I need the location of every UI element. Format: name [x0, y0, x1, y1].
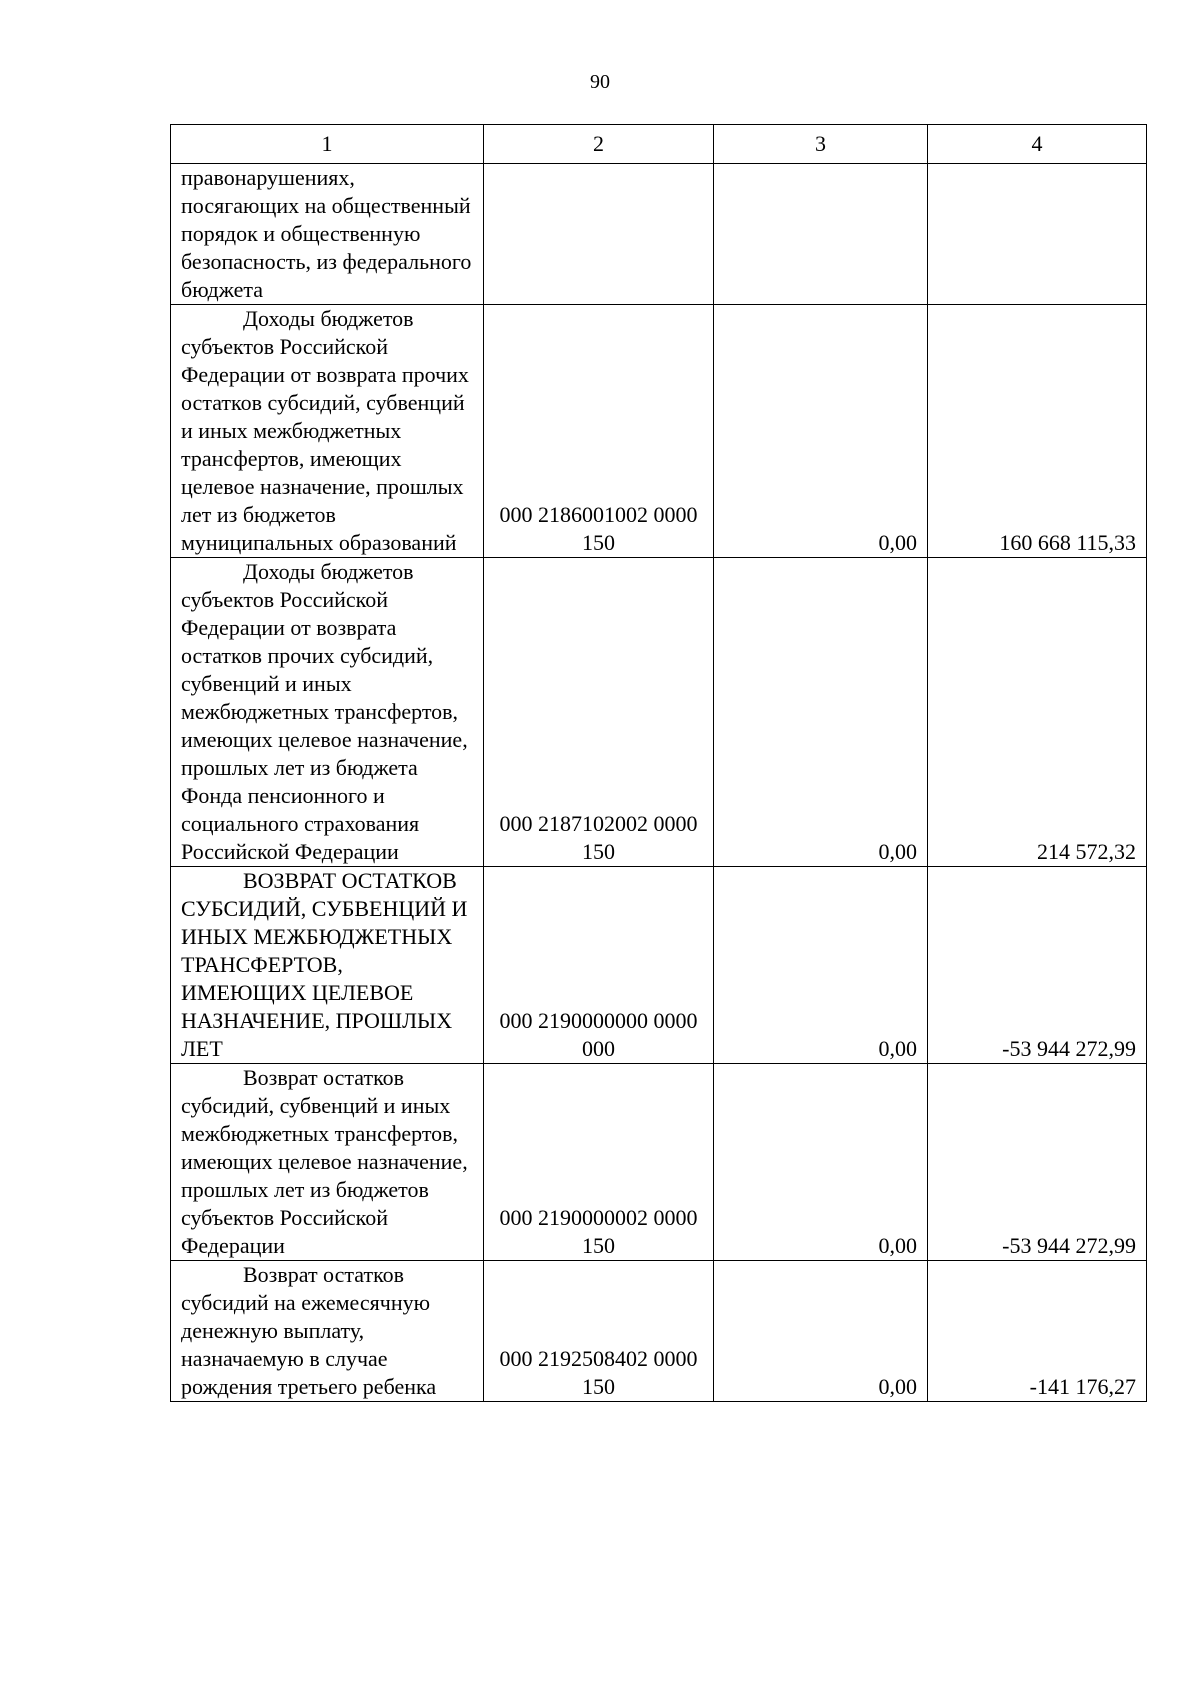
table-body — [171, 164, 1147, 1402]
row-name: Доходы бюджетов субъектов Российской Федерации от возврата прочих остатков субсидий, субвенций и иных межбюджетных трансфертов, имеющих целевое назначение, прошлых лет из бюджетов муниципальных образований — [181, 306, 469, 555]
row-name-cell — [171, 1064, 484, 1261]
table-header — [171, 125, 1147, 164]
row-name-cell — [171, 164, 484, 305]
row-col4-value: -53 944 272,99 — [928, 867, 1147, 1064]
table-row — [171, 305, 1147, 558]
header-col-3: 3 — [714, 125, 928, 164]
row-code: 000 2190000000 0000 000 — [484, 867, 714, 1064]
row-col3-value: 0,00 — [714, 1261, 928, 1402]
table-row — [171, 1261, 1147, 1402]
table-row — [171, 867, 1147, 1064]
row-name: Доходы бюджетов субъектов Российской Федерации от возврата остатков прочих субсидий, субвенций и иных межбюджетных трансфертов, имеющих целевое назначение, прошлых лет из бюджета Фонда пенсионного и социального страхования Российской Федерации — [181, 559, 468, 864]
row-col3-value: 0,00 — [714, 305, 928, 558]
row-name-cell — [171, 305, 484, 558]
row-col4-value: 214 572,32 — [928, 558, 1147, 867]
row-name-cell — [171, 1261, 484, 1402]
row-code: 000 2187102002 0000 150 — [484, 558, 714, 867]
row-name-cell — [171, 558, 484, 867]
table-row — [171, 1064, 1147, 1261]
header-row — [171, 125, 1147, 164]
row-code: 000 2190000002 0000 150 — [484, 1064, 714, 1261]
table-row — [171, 558, 1147, 867]
table-row — [171, 164, 1147, 305]
row-col4-value: -53 944 272,99 — [928, 1064, 1147, 1261]
row-code — [484, 164, 714, 305]
row-name: Возврат остатков субсидий, субвенций и иных межбюджетных трансфертов, имеющих целевое назначение, прошлых лет из бюджетов субъектов Российской Федерации — [181, 1065, 468, 1258]
row-col3-value: 0,00 — [714, 558, 928, 867]
row-name: ВОЗВРАТ ОСТАТКОВ СУБСИДИЙ, СУБВЕНЦИЙ И ИНЫХ МЕЖБЮДЖЕТНЫХ ТРАНСФЕРТОВ, ИМЕЮЩИХ ЦЕЛЕВОЕ НАЗНАЧЕНИЕ, ПРОШЛЫХ ЛЕТ — [181, 868, 468, 1061]
row-code: 000 2186001002 0000 150 — [484, 305, 714, 558]
header-col-1: 1 — [171, 125, 484, 164]
header-col-4: 4 — [928, 125, 1147, 164]
row-name: правонарушениях, посягающих на общественный порядок и общественную безопасность, из федерального бюджета — [181, 165, 472, 302]
row-col3-value — [714, 164, 928, 305]
header-col-2: 2 — [484, 125, 714, 164]
row-code: 000 2192508402 0000 150 — [484, 1261, 714, 1402]
page-number: 90 — [590, 71, 610, 93]
row-col3-value: 0,00 — [714, 867, 928, 1064]
row-col4-value — [928, 164, 1147, 305]
row-col4-value: -141 176,27 — [928, 1261, 1147, 1402]
row-name-cell — [171, 867, 484, 1064]
budget-revenue-table — [170, 124, 1147, 1402]
row-col3-value: 0,00 — [714, 1064, 928, 1261]
row-col4-value: 160 668 115,33 — [928, 305, 1147, 558]
row-name: Возврат остатков субсидий на ежемесячную денежную выплату, назначаемую в случае рождения третьего ребенка — [181, 1262, 437, 1399]
